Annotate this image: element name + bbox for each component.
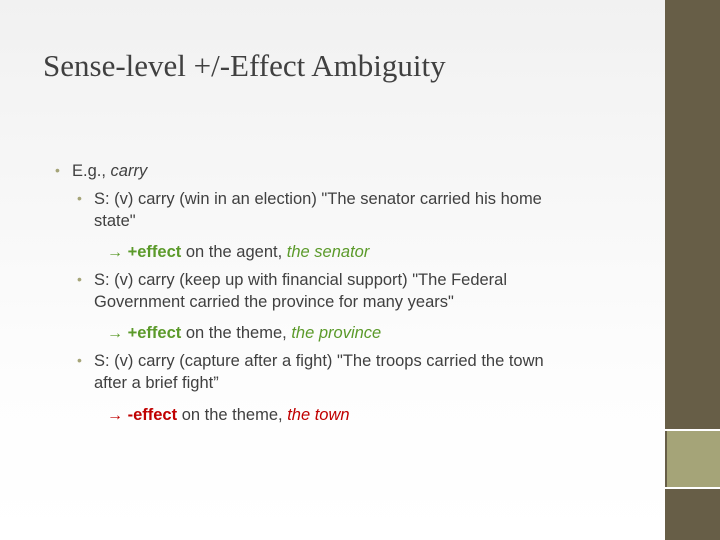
sense-line-1: S: (v) carry (win in an election) "The senator carried his home (94, 190, 542, 208)
sense-line-2: state" (94, 212, 136, 230)
sense-item (94, 269, 654, 313)
sidebar-accent-block (667, 431, 720, 487)
bullet-dot-icon: • (77, 352, 82, 368)
effect-text: on the theme, (177, 406, 288, 424)
effect-target: the town (287, 406, 350, 424)
sense-item (94, 188, 654, 232)
right-arrow-icon: → (107, 325, 123, 342)
sense-line-1: S: (v) carry (keep up with financial support) "The Federal (94, 271, 508, 289)
bullet-dot-icon: • (77, 271, 82, 287)
effect-label: +effect (127, 243, 182, 261)
effect-text: on the theme, (181, 324, 292, 342)
effect-label: -effect (127, 406, 178, 424)
effect-text: on the agent, (181, 243, 287, 261)
effect-target: the senator (286, 243, 370, 261)
right-arrow-icon: → (107, 244, 123, 261)
slide-title: Sense-level +/-Effect Ambiguity (43, 48, 446, 83)
bullet-dot-icon: • (77, 190, 82, 206)
intro-bullet (72, 160, 147, 182)
right-arrow-icon: → (107, 407, 123, 424)
intro-prefix: E.g., (72, 162, 111, 180)
sidebar-divider (665, 487, 720, 489)
bullet-dot-icon: • (55, 162, 60, 178)
effect-line (107, 404, 350, 427)
effect-target: the province (291, 324, 382, 342)
intro-word: carry (110, 162, 148, 180)
sense-line-2: Government carried the province for many years" (94, 293, 454, 311)
sense-item (94, 350, 654, 394)
effect-line (107, 241, 369, 264)
effect-label: +effect (127, 324, 182, 342)
effect-line (107, 322, 381, 345)
sense-line-1: S: (v) carry (capture after a fight) "The troops carried the town (94, 352, 544, 370)
sense-line-2: after a brief fight” (94, 374, 219, 392)
